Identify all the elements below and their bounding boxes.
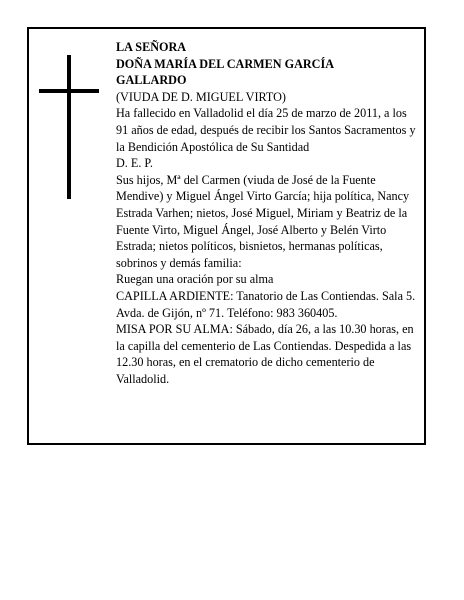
notice-text-block [116, 39, 421, 387]
cross-vertical-bar [67, 55, 71, 199]
notice-title: LA SEÑORA [116, 40, 187, 54]
mass-info: MISA POR SU ALMA: Sábado, día 26, a las 10.30 horas, en la capilla del cementerio de Las Contiendas. Despedida a las 12.30 horas, en el crematorio de dicho cementerio de Valladolid. [116, 322, 414, 386]
widow-line: (VIUDA DE D. MIGUEL VIRTO) [116, 89, 286, 104]
death-paragraph: Ha fallecido en Valladolid el día 25 de marzo de 2011, a los 91 años de edad, después de recibir los Santos Sacramentos y la Bendición Apostólica de Su Santidad [116, 106, 416, 154]
family-paragraph: Sus hijos, Mª del Carmen (viuda de José de la Fuente Mendive) y Miguel Ángel Virto García; hija política, Nancy Estrada Varhen; nietos, José Miguel, Miriam y Beatriz de la Fuente Virto, Miguel Ángel, José Alberto y Belén Virto Estrada; nietos políticos, bisnietos, hermanas políticas, sobrinos y demás familia: [116, 172, 410, 270]
cross-horizontal-bar [39, 89, 99, 93]
chapel-info: CAPILLA ARDIENTE: Tanatorio de Las Contiendas. Sala 5. Avda. de Gijón, nº 71. Teléfono: 983 360405. [116, 288, 416, 320]
rip-line: D. E. P. [116, 156, 153, 171]
obituary-notice [27, 27, 426, 445]
prayer-request: Ruegan una oración por su alma [116, 272, 274, 287]
cross-icon [39, 55, 99, 199]
deceased-name: DOÑA MARÍA DEL CARMEN GARCÍA GALLARDO [116, 56, 335, 88]
